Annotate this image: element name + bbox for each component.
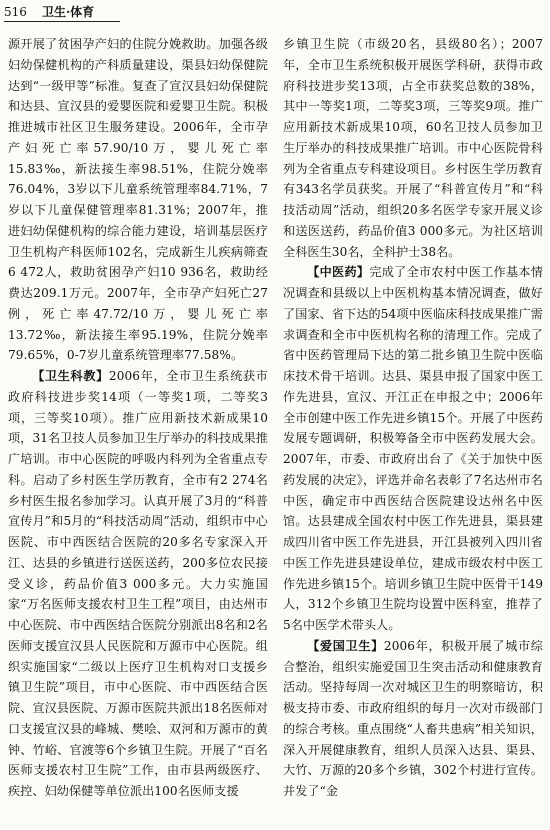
section-title: 卫生·体育 [42,5,95,19]
header-rule [4,21,120,22]
right-column [283,34,543,802]
paragraph-text: 完成了全市农村中医工作基本情况调查和县级以上中医机构基本情况调查，做好了国家、省下达的54项中医临床科技成果推广需求调查和全市中医机构名称的清理工作。完成了省中医药管理局下达的第二批乡镇卫生院中医临床技术骨干培训。达县、渠县申报了国家中医工作先进县，宣汉、开江正在申报之中；2006年全市创建中医工作先进乡镇15个。开展了中医药发展专题调研，积极筹备全市中医药发展大会。2007年，市委、市政府出台了《关于加快中医药发展的决定》，评选并命名表彰了7名达州市名中医，确定市中西医结合医院建设达州名中医馆。达县建成全国农村中医工作先进县，渠县建成四川省中医工作先进县，开江县被列入四川省中医工作先进县建设单位，建成市级农村中医工作先进乡镇15个。培训乡镇卫生院中医骨干149人，312个乡镇卫生院均设置中医科室，推荐了5名中医学术带头人。 [283,265,543,632]
section-heading-chinese-medicine: 【中医药】 [307,265,370,280]
page-number: 516 [4,5,27,19]
paragraph-text: 2006年，全市卫生系统获市政府科技进步奖14项（一等奖1项，二等奖3项，三等奖10项）。推广应用新技术新成果10项，31名卫技人员参加卫生厅举办的科技成果推广培训。市中心医院的呼吸内科列为全省重点专科。启动了乡村医生学历教育，全市有2 274名乡村医生报名参加学习。认真开展了3月的“科普宣传月”和5月的“科技活动周”活动，组织市中心医院、市中西医结合医院的20多名专家深入开江、达县的乡镇进行送医送药，200多位农民接受义诊，药品价值3 000多元。大力实施国家“万名医师支援农村卫生工程”项目，由达州市中心医院、市中西医结合医院分别派出8名和2名医师支援宣汉县人民医院和万源市中心医院。组织实施国家“二级以上医疗卫生机构对口支援乡镇卫生院”项目，市中心医院、市中西医结合医院、宣汉县医院、万源市医院共派出18名医师对口支援宣汉县的峰城、樊哙、双河和万源市的黄钟、竹峪、官渡等6个乡镇卫生院。开展了“百名医师支援农村卫生院”工作，由市县两级医疗、疾控、妇幼保健等单位派出100名医师支援 [8,369,268,798]
left-column [8,34,268,802]
paragraph-health-science-education [8,366,268,802]
paragraph-maternal-health [8,34,268,366]
paragraph-text: 源开展了贫困孕产妇的住院分娩救助。加强各级妇幼保健机构的产科质量建设，渠县妇幼保健院达到“一级甲等”标准。复查了宣汉县妇幼保健院和达县、宣汉县的爱婴医院和爱婴卫生院。积极推进城市社区卫生服务建设。2006年，全市孕产妇死亡率57.90/10万，婴儿死亡率15.83‰，新法接生率98.51%，住院分娩率76.04%，3岁以下儿童系统管理率84.71%，7岁以下儿童保健管理率81.31%；2007年，推进妇幼保健机构的综合能力建设，培训基层医疗卫生机构产科医师102名，完成新生儿疾病筛查6 472人，救助贫困孕产妇10 936名，救助经费达209.1万元。2007年，全市孕产妇死亡27例，死亡率47.72/10万，婴儿死亡率13.72‰，新法接生率95.19%，住院分娩率79.65%，0-7岁儿童系统管理率77.58%。 [8,37,268,363]
page-header [4,2,124,22]
paragraph-text: 2006年，积极开展了城市综合整治，组织实施爱国卫生突击活动和健康教育活动。坚持每周一次对城区卫生的明察暗访，积极支持市委、市政府组织的每月一次对市级部门的综合考核。重点围绕“人畜共患病”相关知识，深入开展健康教育，组织人员深入达县、渠县、大竹、万源的20多个乡镇，302个村进行宣传。并发了“金 [283,638,543,798]
paragraph-text: 乡镇卫生院（市级20名，县级80名）；2007年，全市卫生系统积极开展医学科研，获得市政府科技进步奖13项，占全市获奖总数的38%，其中一等奖1项，二等奖3项，三等奖9项。推广应用新技术新成果10项，60名卫技人员参加卫生厅举办的科技成果推广培训。市中心医院骨科列为全省重点专科建设项目。乡村医生学历教育有343名学员获奖。开展了“科普宣传月”和“科技活动周”活动，组织20多名医学专家开展义诊和送医送药，药品价值3 000多元。为社区培训全科医生30名，全科护士38名。 [283,37,543,259]
paragraph-chinese-medicine [283,262,543,636]
section-heading-health-science-education: 【卫生科教】 [32,369,109,383]
section-heading-patriotic-health: 【爱国卫生】 [307,638,384,653]
paragraph-township-hospitals [283,34,543,262]
paragraph-patriotic-health [283,636,543,802]
